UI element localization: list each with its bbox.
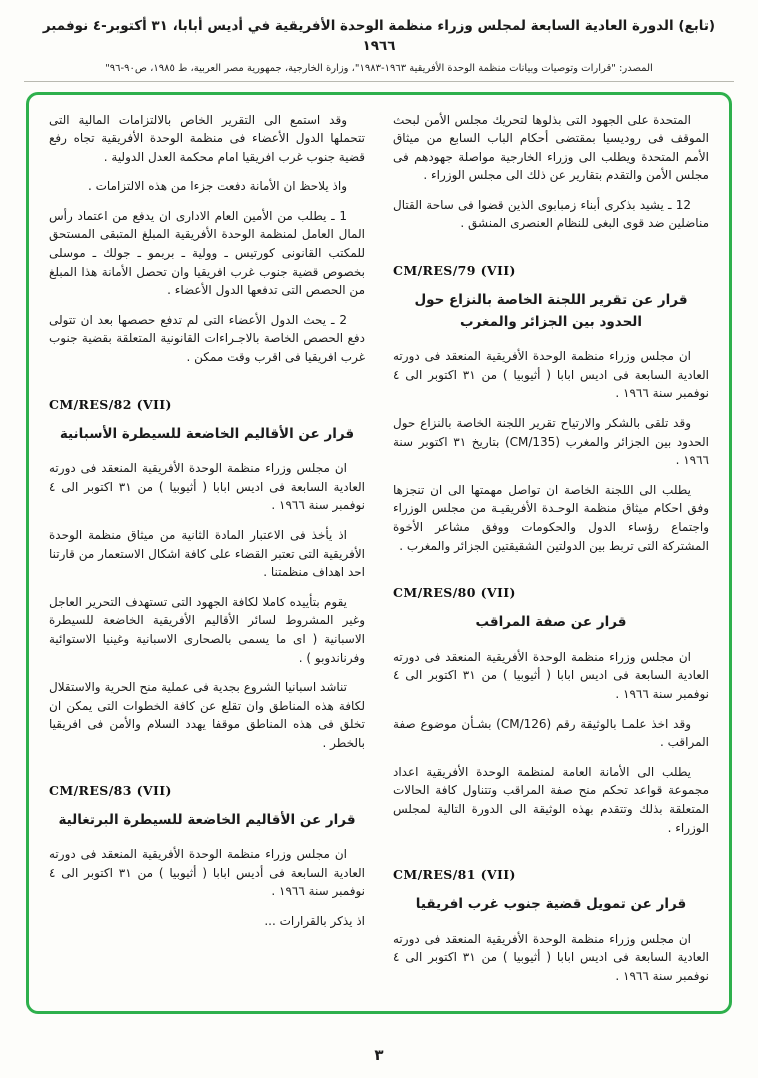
paragraph: 1 ـ يطلب من الأمين العام الادارى ان يدفع من اعتماد رأس المال العامل لمنظمة الوحدة الأفريقية المبلغ المتبقى المستحق للمكتب القانونى كورتيس ـ وولية ـ بربمو ـ جولك ـ موسلى بخصوص قضية جنوب غرب افريقيا وان تحصل الأمانة هذا المبلغ من الحصص التى تدفعها الدول الأعضاء .	[49, 208, 365, 298]
page-number: ٣	[374, 1046, 384, 1064]
paragraph: ان مجلس وزراء منظمة الوحدة الأفريقية المنعقد فى دورته العادية السابعة فى أديس ابابا ( أثيوبيا ) من ٣١ اكتوبر الى ٤ نوفمبر سنة ١٩٦٦ .	[49, 847, 365, 899]
document-source: المصدر: "قرارات وتوصيات وبيانات منظمة الوحدة الأفريقية ١٩٦٣-١٩٨٣"، وزارة الخارجية، جمهورية مصر العربية، ط ١٩٨٥، ص٩٠-٩٦"	[24, 63, 734, 82]
resolution-title: قرار عن تقرير اللجنة الخاصة بالنزاع حول الحدود بين الجزائر والمغرب	[414, 292, 688, 330]
paragraph: وقد استمع الى التقرير الخاص بالالتزامات المالية التى تتحملها الدول الأعضاء فى منظمة الوحدة الأفريقية تجاه رفع قضية جنوب غرب افريقيا امام محكمة العدل الدولية .	[49, 112, 365, 164]
resolution-title: قرار عن الأقاليم الخاضعة للسيطرة البرتغالية	[58, 811, 356, 828]
paragraph: يطلب الى الأمانة العامة لمنظمة الوحدة الأفريقية اعداد مجموعة قواعد تحكم منح صفة المراقب وتتناول كافة الحالات المتعلقة بذلك وتتقدم بهذه الوثيقة الى الدورة التالية لمجلس الوزراء .	[393, 764, 709, 835]
resolution-code: CM/RES/79 (VII)	[393, 263, 516, 279]
paragraph: واذ يلاحظ ان الأمانة دفعت جزءا من هذه الالتزامات .	[87, 179, 347, 194]
resolution-title: قرار عن صفة المراقب	[475, 614, 627, 631]
paragraph: ان مجلس وزراء منظمة الوحدة الأفريقية المنعقد فى دورته العادية السابعة فى اديس ابابا ( أثيوبيا ) من ٣١ اكتوبر الى ٤ نوفمبر سنة ١٩٦٦ .	[49, 461, 365, 513]
column-right	[393, 111, 709, 997]
page-header	[0, 0, 758, 82]
two-column-layout	[49, 111, 709, 997]
paragraph: وقد تلقى بالشكر والارتياح تقرير اللجنة الخاصة بالنزاع حول الحدود بين الجزائر والمغرب (CM/135) بتاريخ ٣١ اكتوبر سنة ١٩٦٦ .	[393, 416, 709, 468]
resolution-code: CM/RES/83 (VII)	[49, 782, 172, 798]
paragraph: وقد اخذ علمـا بالوثيقة رقم (CM/126) بشـأن موضوع صفة المراقب .	[393, 716, 709, 750]
paragraph: يطلب الى اللجنة الخاصة ان تواصل مهمتها الى ان تنجزها وفق احكام ميثاق منظمة الوحـدة الأفريقيـة من مجلس الوزراء واجتماع رؤساء الدول والحكومات ووفق مشاعر الأخوة المشتركة التى تربط بين الدولتين الشقيقتين الجزائر والمغرب .	[393, 482, 709, 553]
paragraph: يقوم بتأييده كاملا لكافة الجهود التى تستهدف التحرير العاجل وغير المشروط لسائر الأقاليم الأفريقية الخاضعة للسيطرة الاسبانية ( اى ما يسمى بالصحارى الاسبانية وغينيا الاستوائية وفرناندوبو ) .	[49, 594, 365, 665]
resolution-code: CM/RES/82 (VII)	[49, 396, 172, 412]
paragraph: 2 ـ يحث الدول الأعضاء التى لم تدفع حصصها بعد ان تتولى دفع الحصص الخاصة بالاجـراءات القانونية المتعلقة بقضية جنوب غرب افريقيا فى اقرب وقت ممكن .	[49, 312, 365, 365]
paragraph: 12 ـ يشيد بذكرى أبناء زمبابوى الذين قضوا فى ساحة القتال مناضلين ضد قوى البغى للنظام العنصرى المنشق .	[393, 197, 709, 231]
resolution-code: CM/RES/81 (VII)	[393, 867, 516, 883]
paragraph: تناشد اسبانيا الشروع بجدية فى عملية منح الحرية والاستقلال لكافة هذه المناطق وان تقلع عن كافة الخطوات التى يمكن ان تخلق فى هذه المناطق موقفا يهدد السلام والأمن فى افريقيا بالخطر .	[49, 680, 365, 750]
resolution-code: CM/RES/80 (VII)	[393, 585, 516, 601]
paragraph: ان مجلس وزراء منظمة الوحدة الأفريقية المنعقد فى دورته العادية السابعة فى اديس ابابا ( أثيوبيا ) من ٣١ اكتوبر الى ٤ نوفمبر سنة ١٩٦٦ .	[393, 349, 709, 401]
paragraph: ان مجلس وزراء منظمة الوحدة الأفريقية المنعقد فى دورته العادية السابعة فى اديس ابابا ( أثيوبيا ) من ٣١ اكتوبر الى ٤ نوفمبر سنة ١٩٦٦ .	[393, 649, 709, 701]
column-left	[49, 111, 365, 997]
paragraph: ان مجلس وزراء منظمة الوحدة الأفريقية المنعقد فى دورته العادية السابعة فى اديس ابابا ( أثيوبيا ) من ٣١ اكتوبر الى ٤ نوفمبر سنة ١٩٦٦ .	[393, 931, 709, 983]
document-title: (تابع) الدورة العادية السابعة لمجلس وزراء منظمة الوحدة الأفريقية في أديس أبابا، ٣١ أكتوبر-٤ نوفمبر ١٩٦٦	[42, 18, 716, 55]
resolution-title: قرار عن الأقاليم الخاضعة للسيطرة الأسبانية	[59, 425, 355, 442]
content-frame	[26, 92, 732, 1014]
resolution-title: قرار عن تمويل قضية جنوب غرب افريقيا	[415, 896, 687, 913]
paragraph: اذ يأخذ فى الاعتبار المادة الثانية من ميثاق منظمة الوحدة الأفريقية التى تعتبر القضاء على كافة اشكال الاستعمار من قارتنا احد اهداف منظمتنا .	[49, 528, 365, 580]
paragraph: المتحدة على الجهود التى بذلوها لتحريك مجلس الأمن لبحث الموقف فى روديسيا بمقتضى أحكام الباب السابع من ميثاق الأمم المتحدة ويطلب الى وزراء الخارجية مواصلة جهودهم فى مجلس الأمن والتقدم بتقارير عن ذلك الى مجلس الوزراء .	[393, 112, 709, 183]
paragraph: اذ يذكر بالقرارات ...	[264, 913, 365, 928]
